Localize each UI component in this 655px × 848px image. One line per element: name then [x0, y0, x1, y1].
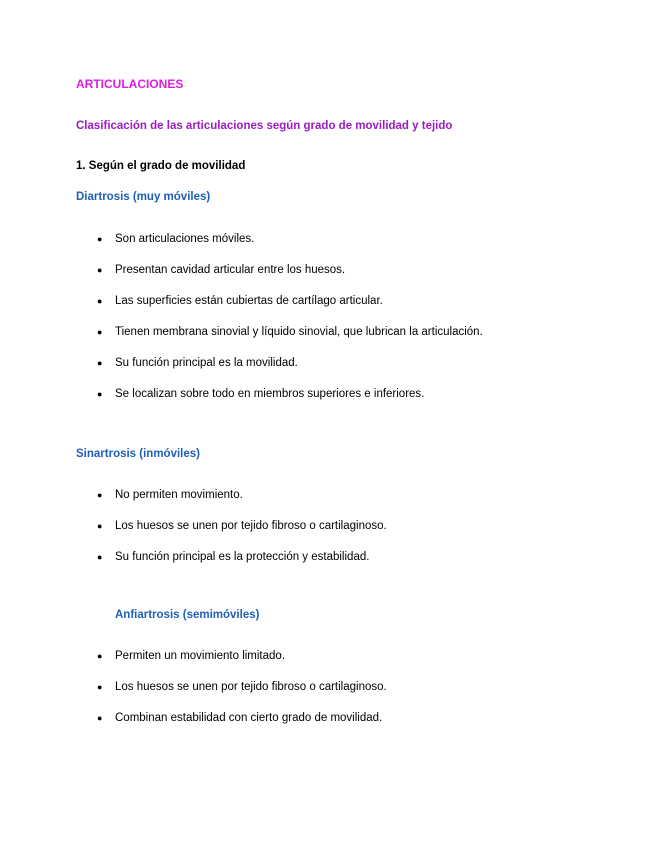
group-heading-diartrosis: Diartrosis (muy móviles) [76, 191, 211, 203]
list-item-text: No permiten movimiento. [115, 489, 243, 501]
document-title: ARTICULACIONES [76, 77, 184, 91]
section-heading: 1. Según el grado de movilidad [76, 160, 246, 172]
bullet-icon: ● [97, 296, 103, 306]
bullet-icon: ● [97, 358, 103, 368]
bullet-icon: ● [97, 327, 103, 337]
list-item-text: Los huesos se unen por tejido fibroso o cartilaginoso. [115, 520, 387, 532]
bullet-icon: ● [97, 490, 103, 500]
list-item-text: Permiten un movimiento limitado. [115, 650, 286, 662]
list-item-text: Combinan estabilidad con cierto grado de movilidad. [115, 712, 383, 724]
list-item-text: Se localizan sobre todo en miembros superiores e inferiores. [115, 388, 425, 400]
list-item-text: Los huesos se unen por tejido fibroso o cartilaginoso. [115, 681, 387, 693]
list-item-text: Son articulaciones móviles. [115, 233, 255, 245]
list-item-text: Su función principal es la protección y estabilidad. [115, 551, 370, 563]
bullet-icon: ● [97, 389, 103, 399]
list-item-text: Su función principal es la movilidad. [115, 357, 298, 369]
bullet-icon: ● [97, 265, 103, 275]
group-heading-sinartrosis: Sinartrosis (inmóviles) [76, 448, 200, 460]
group-heading-anfiartrosis: Anfiartrosis (semimóviles) [115, 609, 260, 621]
list-item-text: Las superficies están cubiertas de cartílago articular. [115, 295, 383, 307]
bullet-icon: ● [97, 713, 103, 723]
bullet-icon: ● [97, 651, 103, 661]
document-subtitle: Clasificación de las articulaciones según grado de movilidad y tejido [76, 120, 453, 132]
bullet-icon: ● [97, 234, 103, 244]
bullet-icon: ● [97, 552, 103, 562]
bullet-icon: ● [97, 682, 103, 692]
list-item-text: Tienen membrana sinovial y líquido sinovial, que lubrican la articulación. [115, 326, 483, 338]
list-item-text: Presentan cavidad articular entre los huesos. [115, 264, 346, 276]
bullet-icon: ● [97, 521, 103, 531]
